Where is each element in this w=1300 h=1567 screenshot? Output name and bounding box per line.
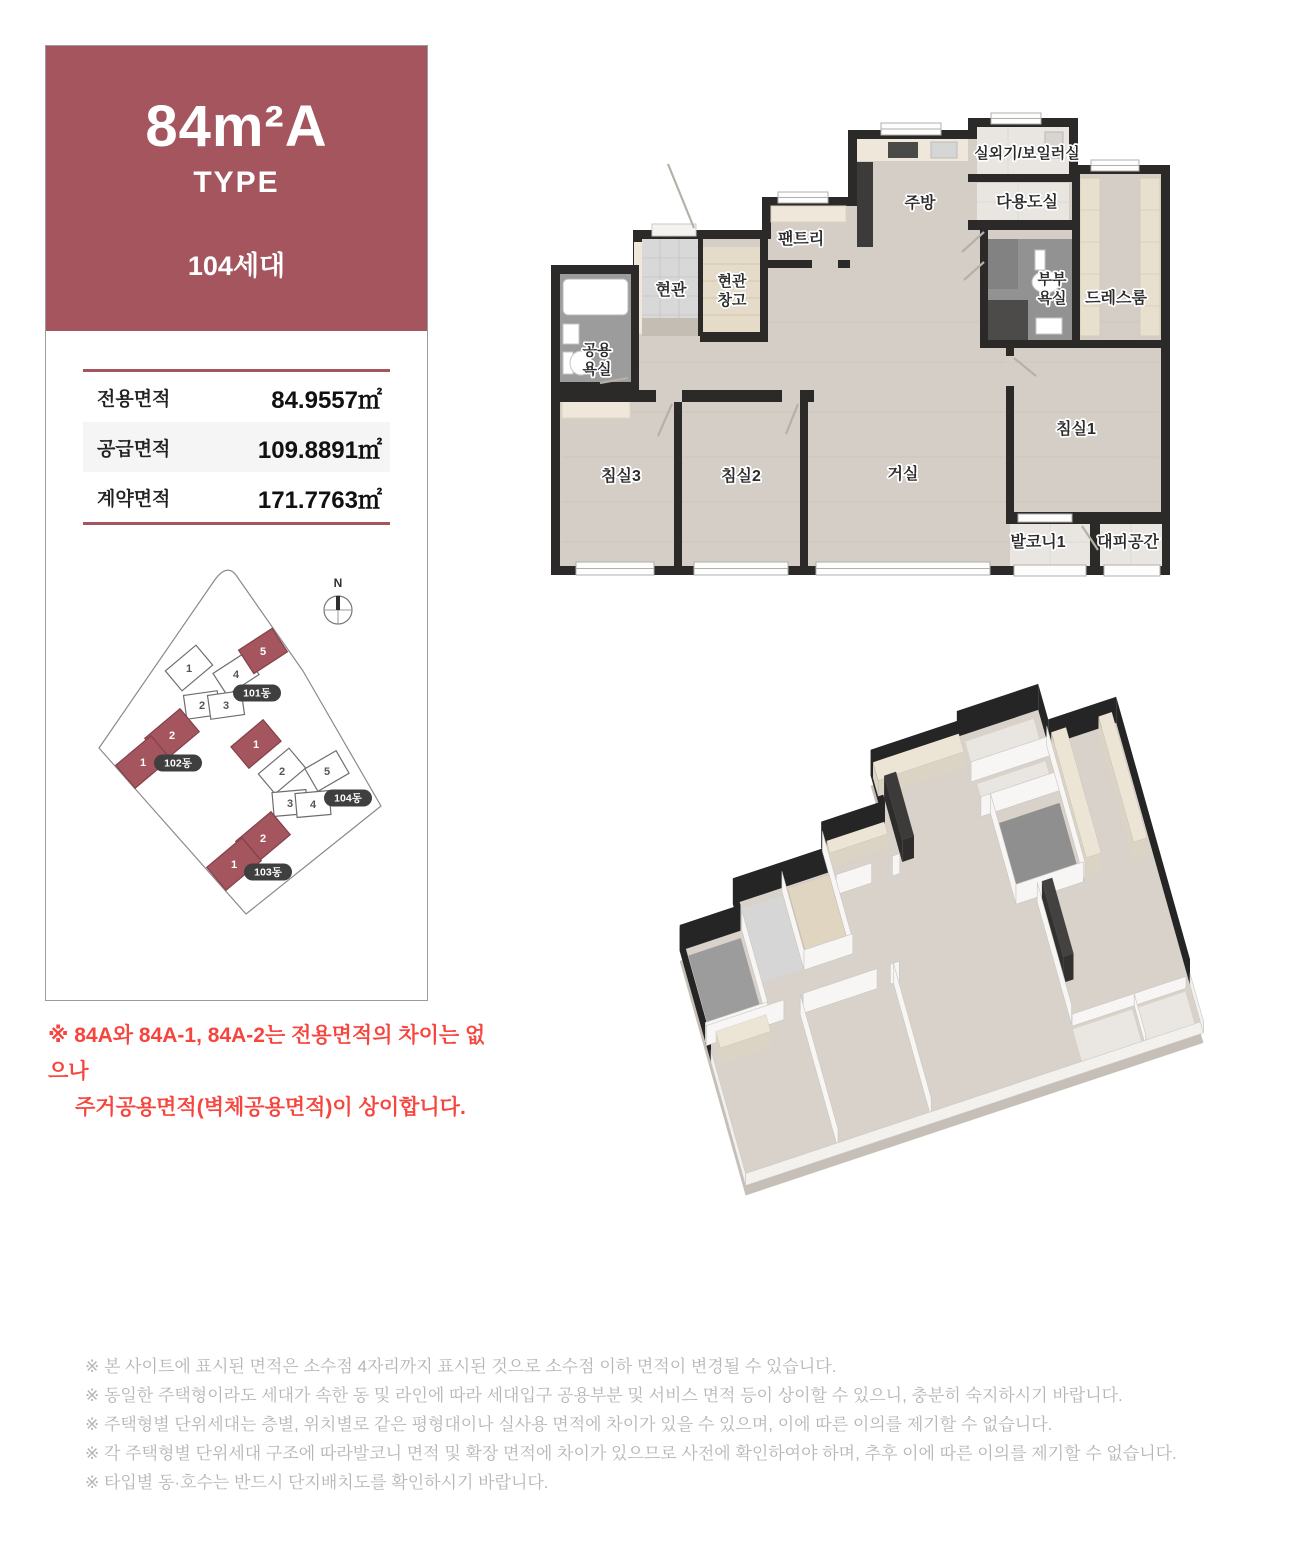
site-map	[86, 551, 426, 991]
area-row-label: 전용면적	[97, 388, 171, 410]
type-difference-note	[48, 1018, 498, 1126]
room-label-bedroom1: 침실1	[1056, 421, 1096, 438]
type-title: 84m²A	[145, 94, 328, 159]
note-line-1: ※ 84A와 84A-1, 84A-2는 전용면적의 차이는 없으나	[48, 1024, 486, 1083]
building-pill-101	[233, 685, 281, 702]
room-label-outdoor-boiler: 실외기/보일러실	[974, 145, 1080, 162]
room-label-entrance: 현관	[655, 282, 687, 299]
room-label-bedroom2: 침실2	[721, 468, 761, 485]
svg-text:2: 2	[168, 730, 176, 742]
note-line-2: 주거공용면적(벽체공용면적)이 상이합니다.	[75, 1096, 466, 1119]
svg-text:1: 1	[252, 739, 260, 751]
area-row-value: 171.7763㎡	[257, 486, 382, 514]
room-label-pantry: 팬트리	[777, 231, 825, 248]
svg-text:5: 5	[323, 766, 331, 778]
floor-plan-3d-isometric	[585, 668, 1245, 1208]
unit-count: 104세대	[187, 251, 286, 281]
svg-text:3: 3	[222, 700, 230, 712]
room-label-balcony1: 발코니1	[1010, 534, 1066, 551]
table-row	[83, 472, 390, 522]
disclaimer-line: ※ 타입별 동·호수는 반드시 단지배치도를 확인하시기 바랍니다.	[85, 1473, 549, 1492]
room-label-common-bath: 공용	[582, 342, 612, 359]
room-label-entrance-storage: 현관	[717, 273, 747, 290]
table-row	[83, 372, 390, 422]
room-label-master-bath: 부부	[1037, 271, 1067, 288]
area-row-label: 공급면적	[97, 438, 171, 460]
room-label-kitchen: 주방	[904, 195, 936, 212]
type-header	[46, 46, 427, 331]
svg-text:2: 2	[278, 766, 286, 778]
disclaimer-list	[85, 1352, 1235, 1497]
disclaimer-line: ※ 본 사이트에 표시된 면적은 소수점 4자리까지 표시된 것으로 소수점 이하 면적이 변경될 수 있습니다.	[85, 1357, 837, 1376]
svg-text:1: 1	[185, 663, 193, 675]
svg-text:1: 1	[230, 859, 238, 871]
room-label-utility: 다용도실	[996, 194, 1058, 211]
svg-text:103동: 103동	[254, 866, 282, 879]
svg-text:1: 1	[139, 757, 147, 769]
building-pill-103	[244, 864, 292, 881]
svg-text:4: 4	[309, 799, 317, 811]
area-table	[83, 369, 390, 525]
room-label-bedroom3: 침실3	[601, 468, 641, 485]
building-pill-104	[324, 790, 372, 807]
type-info-panel	[45, 45, 428, 1001]
svg-text:욕실: 욕실	[1037, 290, 1067, 307]
area-row-label: 계약면적	[97, 488, 171, 510]
room-label-dressroom: 드레스룸	[1085, 290, 1147, 307]
disclaimer-line: ※ 동일한 주택형이라도 세대가 속한 동 및 라인에 따라 세대입구 공용부분 및 서비스 면적 등이 상이할 수 있으니, 충분히 숙지하시기 바랍니다.	[85, 1386, 1123, 1405]
area-row-value: 109.8891㎡	[257, 436, 382, 464]
table-row	[83, 422, 390, 472]
room-label-living: 거실	[887, 466, 919, 483]
svg-text:2: 2	[198, 700, 206, 712]
svg-text:101동: 101동	[243, 687, 271, 700]
building-pill-102	[154, 755, 202, 772]
type-label: TYPE	[193, 166, 280, 199]
compass-icon	[324, 576, 352, 624]
svg-text:2: 2	[259, 833, 267, 845]
area-row-value: 84.9557㎡	[271, 386, 382, 414]
disclaimer-line: ※ 각 주택형별 단위세대 구조에 따라발코니 면적 및 확장 면적에 차이가 있으므로 사전에 확인하여야 하며, 추후 이에 따른 이의를 제기할 수 없습니다.	[85, 1444, 1177, 1463]
svg-text:욕실: 욕실	[582, 361, 612, 378]
svg-text:4: 4	[232, 669, 240, 681]
svg-text:3: 3	[286, 798, 294, 810]
compass-north-label: N	[333, 576, 343, 590]
svg-text:104동: 104동	[334, 792, 362, 805]
svg-text:창고: 창고	[717, 292, 747, 309]
svg-text:102동: 102동	[164, 757, 192, 770]
room-label-refuge: 대피공간	[1097, 534, 1159, 551]
svg-text:5: 5	[259, 646, 267, 658]
disclaimer-line: ※ 주택형별 단위세대는 층별, 위치별로 같은 평형대이나 실사용 면적에 차이가 있을 수 있으며, 이에 따른 이의를 제기할 수 없습니다.	[85, 1415, 1053, 1434]
floor-plan-2d	[548, 112, 1173, 582]
